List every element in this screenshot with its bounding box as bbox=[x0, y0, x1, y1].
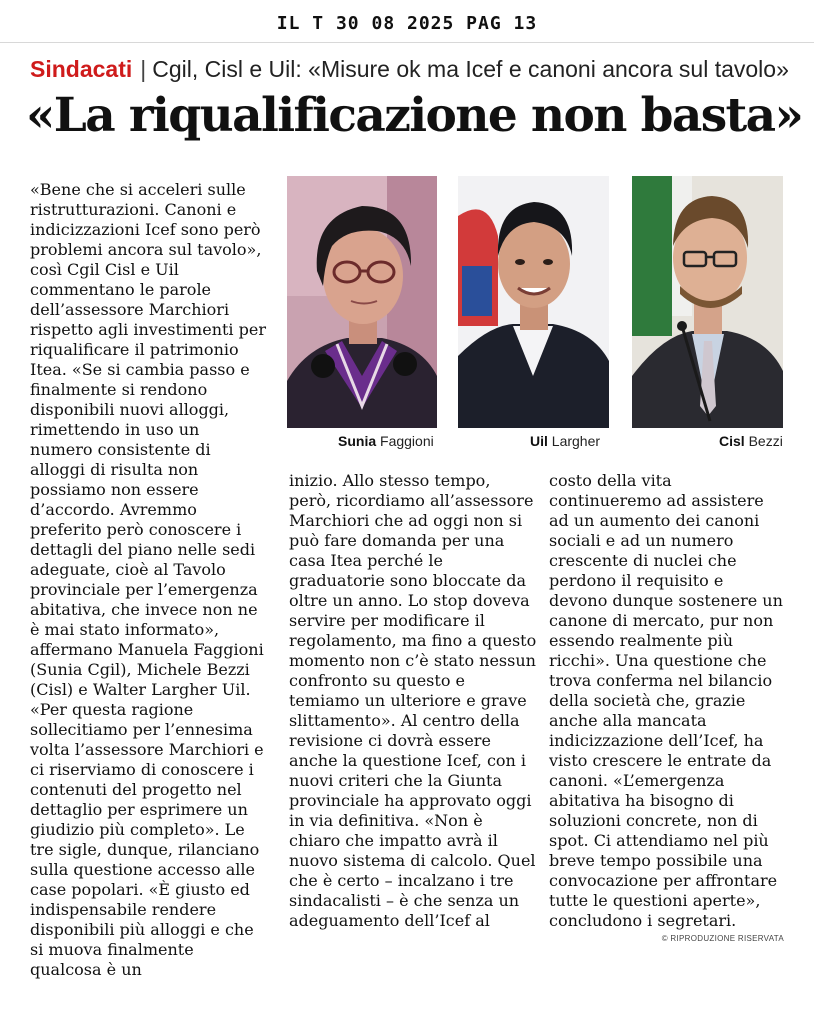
photo-caption-faggioni bbox=[338, 433, 434, 449]
photo-faggioni bbox=[287, 176, 437, 428]
article-column-3 bbox=[549, 471, 785, 931]
column-text: «Bene che si acceleri sulle ristrutturazioni. Canoni e indicizzazioni Icef sono però problemi ancora sul tavolo», così Cgil Cisl e Uil commentano le parole dell’assessore Marchiori rispetto agli investimenti per riqualificare il patrimonio Itea. «Se si cambia passo e finalmente si rendono disponibili nuovi alloggi, rimettendo in uso un numero consistente di alloggi di risulta non possiamo non essere d’accordo. Avremmo preferito però conoscere i dettagli del piano nelle sedi adeguate, cioè al Tavolo provinciale per l’emergenza abitativa, che invece non ne è mai stato informato», affermano Manuela Faggioni (Sunia Cgil), Michele Bezzi (Cisl) e Walter Largher Uil. «Per questa ragione sollecitiamo per l’ennesima volta l’assessore Marchiori e ci riserviamo di conoscere i contenuti del progetto nel dettaglio per esprimere un giudizio più completo». Le tre sigle, dunque, rilanciano sulla questione accesso alle case popolari. «È giusto ed indispensabile rendere disponibili più alloggi e che si muova finalmente qualcosa è un bbox=[30, 180, 266, 979]
column-text: costo della vita continueremo ad assistere ad un aumento dei canoni sociali e ad un numero crescente di nuclei che perdono il requisito e devono dunque sostenere un canone di mercato, pur non essendo realmente più ricchi». Una questione che trova conferma nel bilancio della società che, grazie anche alla mancata indicizzazione dell’Icef, ha visto crescere le entrate da canoni. «L’emergenza abitativa ha bisogno di soluzioni concrete, non di spot. Ci attendiamo nel più breve tempo possibile una convocazione per affrontare tutte le questioni aperte», concludono i segretari. bbox=[549, 471, 783, 930]
portrait-man-glasses-image bbox=[632, 176, 783, 428]
photo-caption-largher bbox=[530, 433, 600, 449]
caption-name: Bezzi bbox=[748, 433, 783, 449]
article-headline: «La riqualificazione non basta» bbox=[26, 88, 803, 143]
page-header-bar bbox=[0, 0, 814, 43]
caption-name: Largher bbox=[551, 433, 601, 449]
copyright-notice: © RIPRODUZIONE RISERVATA bbox=[661, 934, 784, 943]
article-column-1 bbox=[30, 180, 266, 980]
section-label: Sindacati bbox=[30, 56, 133, 82]
article-kicker bbox=[30, 56, 789, 83]
photo-bezzi bbox=[632, 176, 783, 428]
caption-org: Uil bbox=[530, 433, 548, 449]
portrait-woman-image bbox=[287, 176, 437, 428]
article-subtitle: Cgil, Cisl e Uil: «Misure ok ma Icef e canoni ancora sul tavolo» bbox=[152, 56, 789, 82]
caption-org: Cisl bbox=[719, 433, 745, 449]
column-text: inizio. Allo stesso tempo, però, ricordiamo all’assessore Marchiori che ad oggi non si può fare domanda per una casa Itea perché le graduatorie sono bloccate da oltre un anno. Lo stop doveva servire per modificare il regolamento, ma fino a questo momento non c’è stato nessun confronto su questo e temiamo un ulteriore e grave slittamento». Al centro della revisione ci dovrà essere anche la questione Icef, con i nuovi criteri che la Giunta provinciale ha approvato oggi in via definitiva. «Non è chiaro che impatto avrà il nuovo sistema di calcolo. Quel che è certo – incalzano i tre sindacalisti – è che senza un adeguamento dell’Icef al bbox=[289, 471, 537, 930]
dateline: IL T 30 08 2025 PAG 13 bbox=[276, 13, 538, 34]
kicker-separator: | bbox=[140, 56, 147, 82]
article-column-2 bbox=[289, 471, 537, 931]
caption-name: Faggioni bbox=[380, 433, 434, 449]
portrait-man-image bbox=[458, 176, 609, 428]
photo-largher bbox=[458, 176, 609, 428]
caption-org: Sunia bbox=[338, 433, 377, 449]
photo-caption-bezzi bbox=[719, 433, 783, 449]
